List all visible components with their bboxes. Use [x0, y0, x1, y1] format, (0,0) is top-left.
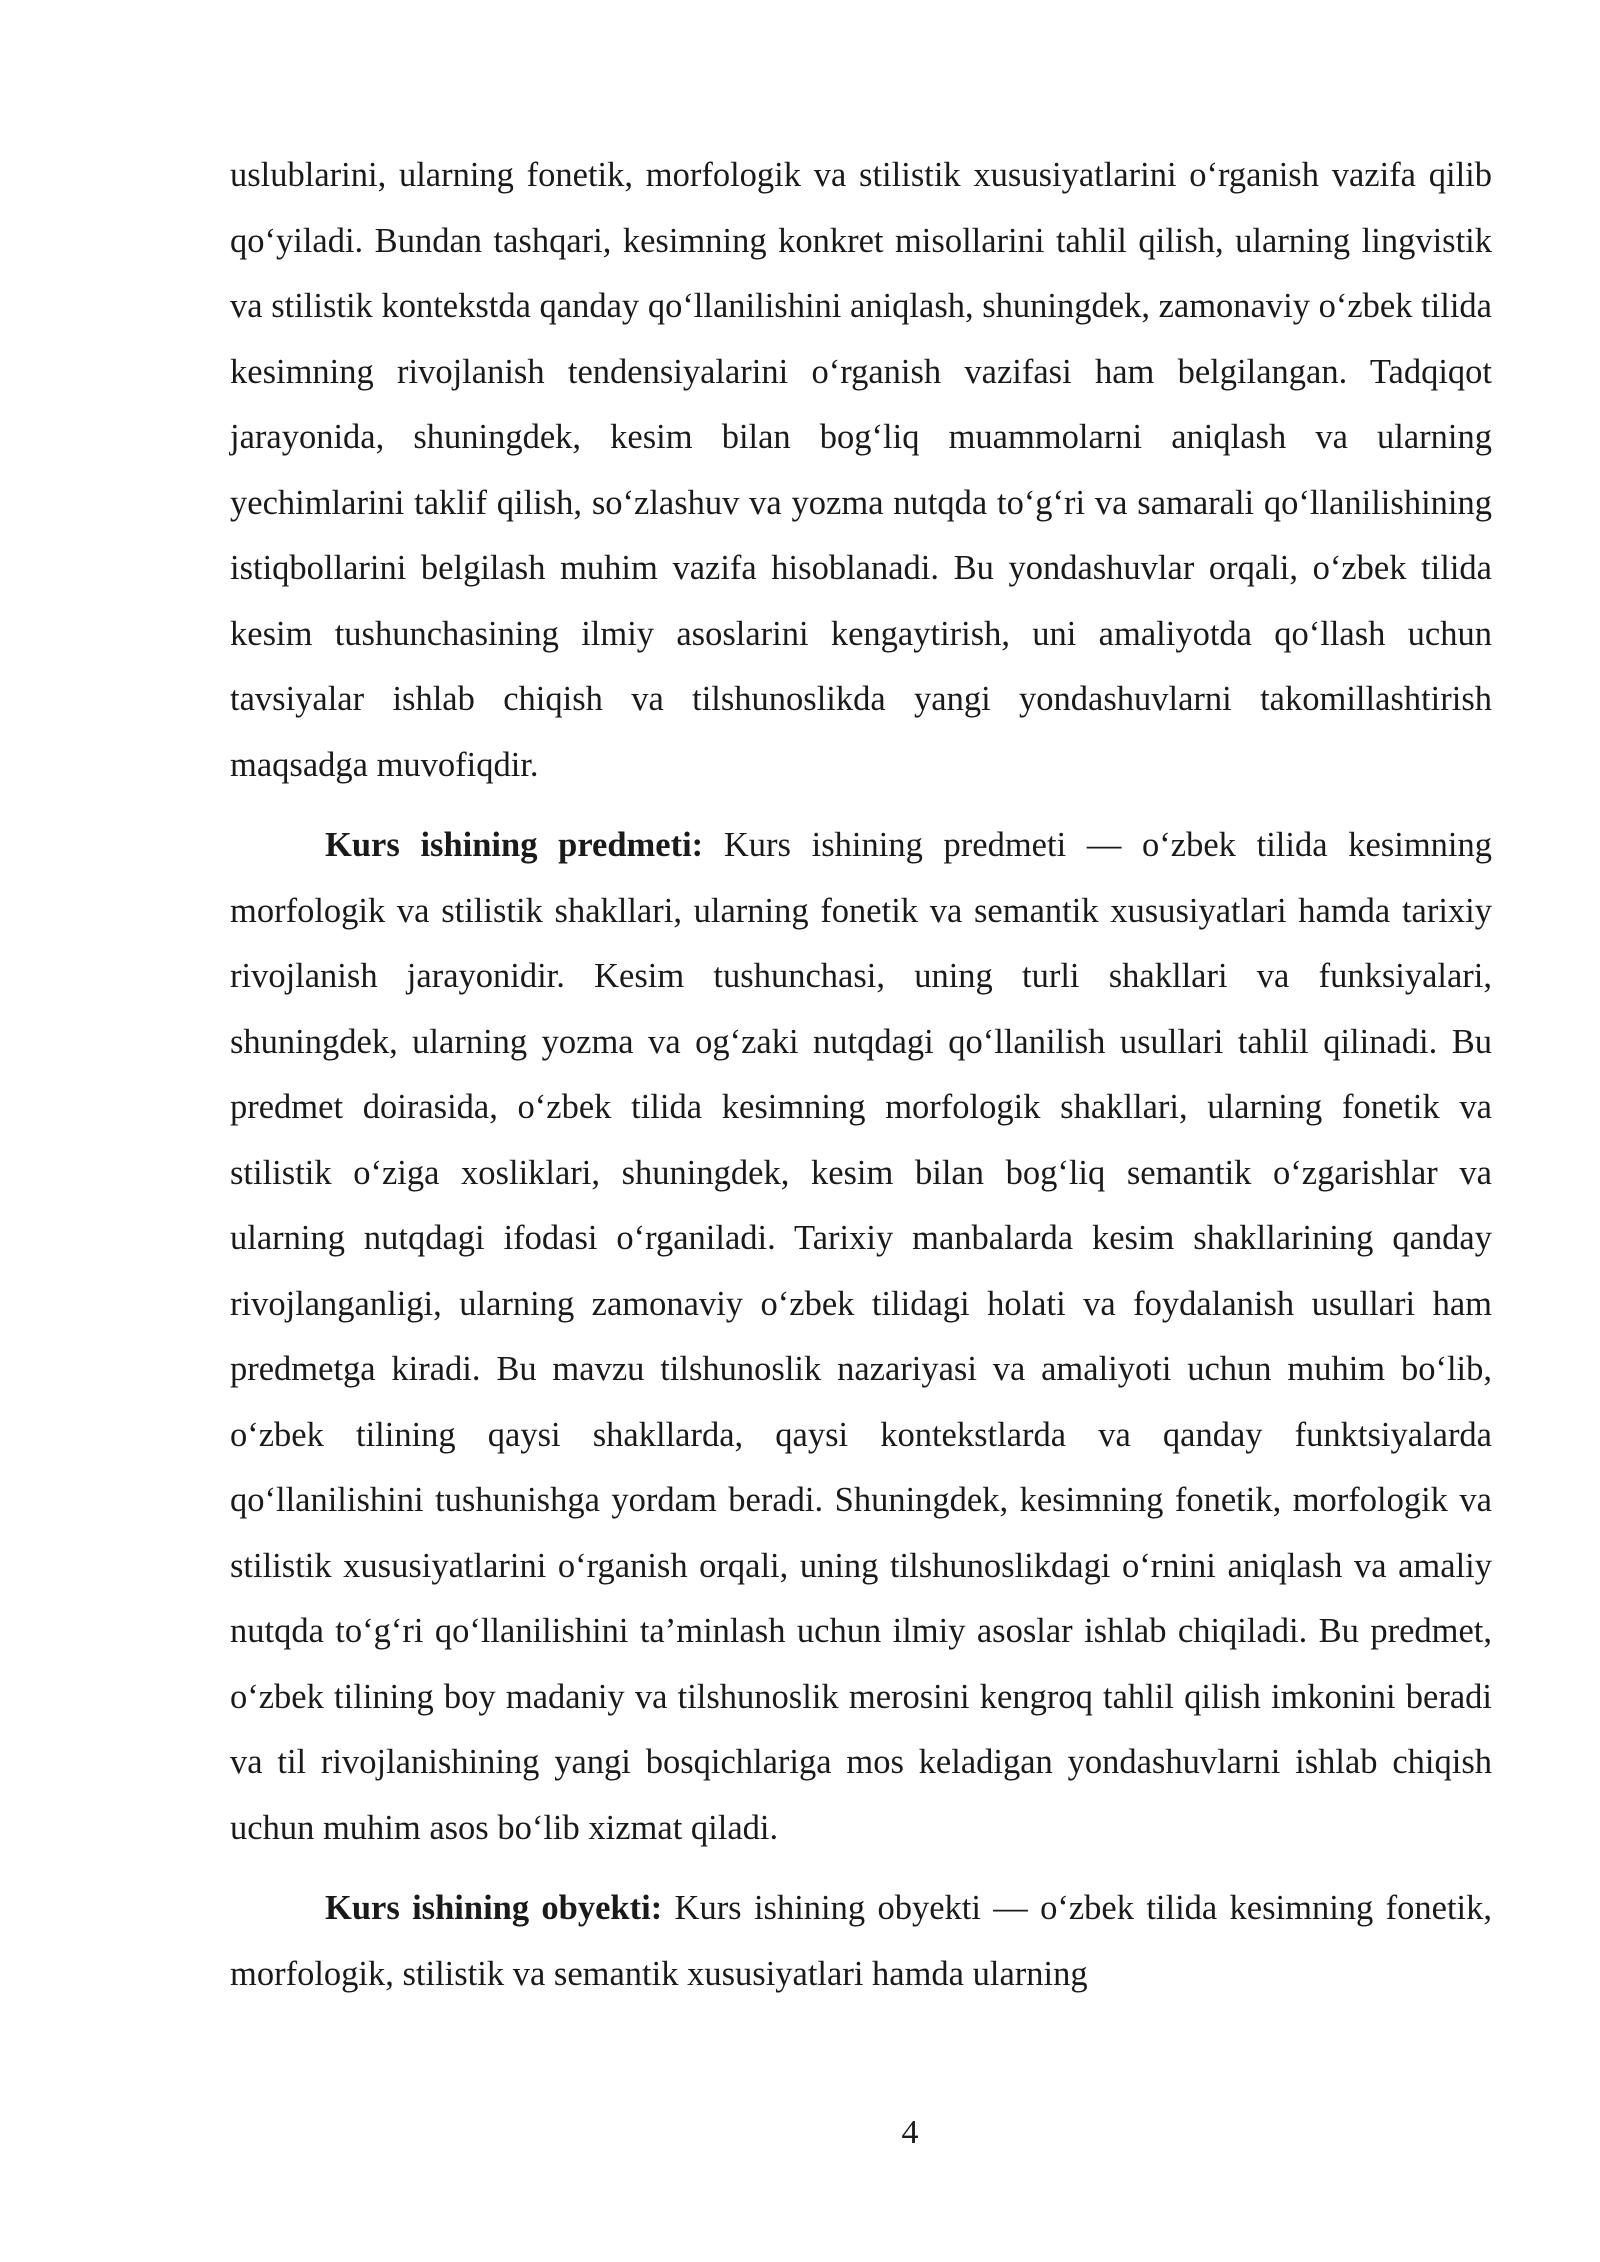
paragraph-lead-heading: Kurs ishining predmeti:: [325, 826, 704, 864]
body-text: [230, 143, 1492, 2007]
paragraph-object: [230, 1876, 1492, 2007]
paragraph-text: Kurs ishining predmeti — o‘zbek tilida kesimning morfologik va stilistik shakllari, ularning fonetik va semantik xususiyatlari hamda tarixiy rivojlanish jarayonidir. Kesim tushunchasi, uning turli shakllari va funksiyalari, shuningdek, ularning yozma va og‘zaki nutqdagi qo‘llanilish usullari tahlil qilinadi. Bu predmet doirasida, o‘zbek tilida kesimning morfologik shakllari, ularning fonetik va stilistik o‘ziga xosliklari, shuningdek, kesim bilan bog‘liq semantik o‘zgarishlar va ularning nutqdagi ifodasi o‘rganiladi. Tarixiy manbalarda kesim shakllarining qanday rivojlanganligi, ularning zamonaviy o‘zbek tilidagi holati va foydalanish usullari ham predmetga kiradi. Bu mavzu tilshunoslik nazariyasi va amaliyoti uchun muhim bo‘lib, o‘zbek tilining qaysi shakllarda, qaysi kontekstlarda va qanday funktsiyalarda qo‘llanilishini tushunishga yordam beradi. Shuningdek, kesimning fonetik, morfologik va stilistik xususiyatlarini o‘rganish orqali, uning tilshunoslikdagi o‘rnini aniqlash va amaliy nutqda to‘g‘ri qo‘llanilishini ta’minlash uchun ilmiy asoslar ishlab chiqiladi. Bu predmet, o‘zbek tilining boy madaniy va tilshunoslik merosini kengroq tahlil qilish imkonini beradi va til rivojlanishining yangi bosqichlariga mos keladigan yondashuvlarni ishlab chiqish uchun muhim asos bo‘lib xizmat qiladi.: [230, 826, 1492, 1847]
paragraph-text: uslublarini, ularning fonetik, morfologik va stilistik xususiyatlarini o‘rganish vazifa qilib qo‘yiladi. Bundan tashqari, kesimning konkret misollarini tahlil qilish, ularning lingvistik va stilistik kontekstda qanday qo‘llanilishini aniqlash, shuningdek, zamonaviy o‘zbek tilida kesimning rivojlanish tendensiyalarini o‘rganish vazifasi ham belgilangan. Tadqiqot jarayonida, shuningdek, kesim bilan bog‘liq muammolarni aniqlash va ularning yechimlarini taklif qilish, so‘zlashuv va yozma nutqda to‘g‘ri va samarali qo‘llanilishining istiqbollarini belgilash muhim vazifa hisoblanadi. Bu yondashuvlar orqali, o‘zbek tilida kesim tushunchasining ilmiy asoslarini kengaytirish, uni amaliyotda qo‘llash uchun tavsiyalar ishlab chiqish va tilshunoslikda yangi yondashuvlarni takomillashtirish maqsadga muvofiqdir.: [230, 156, 1492, 784]
paragraph-text: Kurs ishining obyekti — o‘zbek tilida kesimning fonetik, morfologik, stilistik va semantik xususiyatlari hamda ularning: [230, 1889, 1492, 1993]
paragraph-lead-heading: Kurs ishining obyekti:: [325, 1889, 663, 1927]
paragraph-subject: [230, 813, 1492, 1861]
paragraph-intro-continuation: [230, 143, 1492, 798]
page-number: 4: [901, 2114, 919, 2151]
